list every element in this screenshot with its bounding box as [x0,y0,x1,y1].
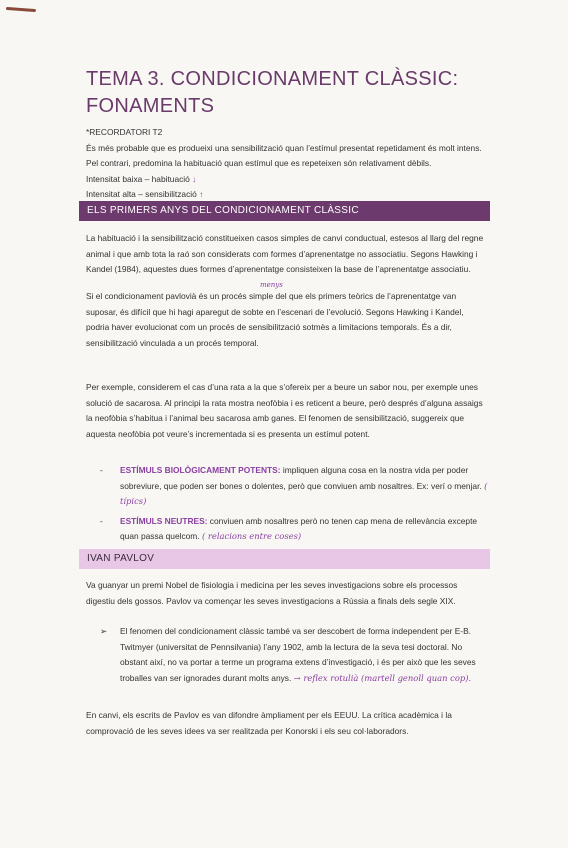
list-item-text: El fenomen del condicionament clàssic també va ser descobert de forma independent per E-B. Twitmyer (universitat de Pennsilvania) l’any 1902, amb la lectura de la seva tesi doctoral. No obstant així, no va portar a terme un programa extens d’investigació, i és per això que les seves troballes van ser ignorades durant molts anys. [120,626,476,683]
handwritten-note: ( típics) [120,480,488,506]
bullet-marker: - [100,465,103,475]
list-item [100,463,488,510]
list-item-body [120,463,488,510]
list-item-body [120,624,488,686]
title-line-1: TEMA 3. CONDICIONAMENT CLÀSSIC: [86,68,459,90]
annotation-menys: menys [260,281,283,289]
list-item-body [120,514,488,545]
section1-paragraph-1 [86,231,488,278]
handwritten-note: → reflex rotulià (martell genoll quan cop). [293,672,472,683]
arrow-down-icon: ↓ [192,173,197,184]
section2-p2-text: En canvi, els escrits de Pavlov es van difondre àmpliament per els EEUU. La crítica acadèmica i la comprovació de les seves idees va ser realitzada per Konorski i els seu col·laboradors. [86,710,452,736]
list-item-strong: ESTÍMULS NEUTRES: [120,515,208,526]
recordatori-paragraph: És més probable que es produeixi una sensibilització quan l’estímul presentat repetidament és molt intens. Pel contrari, predomina la habituació quan estímul que es repeteixen són relativament dèbils. [86,142,482,168]
section2-paragraph-1 [86,578,488,609]
list-item-text: impliquen alguna cosa en la nostra vida per poder sobreviure, que poden ser bones o dolentes, però que conviuen amb nosaltres. Ex: verí o menjar. [120,465,482,491]
section1-paragraph-3 [86,380,488,442]
bullet-marker: - [100,515,103,526]
page-title [86,66,526,120]
arrow-up-icon: ↑ [199,189,204,199]
section2-paragraph-2 [86,708,488,739]
section-heading-primers-anys: ELS PRIMERS ANYS DEL CONDICIONAMENT CLÀSSIC [79,201,490,221]
title-line-2: FONAMENTS [86,95,215,117]
pavlov-list [100,624,488,690]
section1-p3-text: Per exemple, considerem el cas d’una rata a la que s’ofereix per a beure un sabor nou, per exemple unes solució de sacarosa. Al principi la rata mostra neofòbia i es reticent a beure, però després d’alguna assaigs la neofòbia s’habitua i l’animal beu sacarosa amb ganes. El fenomen de sensibilització, suggereix que aquesta neofòbia pot veure’s incrementada si es presenta un estímul potent. [86,382,483,439]
intensitat-alta-text: Intensitat alta – sensibilització [86,189,197,199]
stimulus-list [100,463,488,549]
section1-p2-text: Si el condicionament pavlovià és un procés simple del que els primers teòrics de l’aprenentatge van suposar, és difícil que hi hagi aparegut de sobte en l’escenari de l’evolució. Segons Hawking i Kandel, podria haver evolucionat com un procés de sensibilització sotmès a limitacions temporals. És a dir, sensibilització vinculada a un procés temporal. [86,291,464,348]
list-item-text: conviuen amb nosaltres però no tenen cap mena de rellevància excepte quan passa quelcom. [120,515,478,541]
section1-p1-text: La habituació i la sensibilització constitueixen casos simples de canvi conductual, estesos al llarg del regne animal i que amb tota la raó son considerats com formes d’aprenentatge no associatiu. Segons Hawking i Kandel (1984), aquestes dues formes d’aprenentatge consisteixen la base de l’aprenentatge associatiu. [86,233,484,274]
list-item [100,624,488,686]
handwritten-note: ( relacions entre coses) [201,531,302,541]
section-heading-ivan-pavlov: IVAN PAVLOV [79,549,490,569]
list-item-strong: ESTÍMULS BIOLÒGICAMENT POTENTS: [120,465,281,475]
section2-p1-text: Va guanyar un premi Nobel de fisiologia i medicina per les seves investigacions sobre els processos digestiu dels gossos. Pavlov va començar les seves investigacions a Rússia a finals dels segle XIX. [86,580,458,606]
section1-paragraph-2 [86,281,488,351]
recordatori-label: *RECORDATORI T2 [86,127,163,137]
intensitat-baixa-text: Intensitat baixa – habituació [86,173,190,184]
bullet-marker: ➢ [100,626,108,636]
intensitat-baixa-line [86,172,488,188]
recordatori-block [86,125,488,203]
pen-mark [6,7,36,12]
list-item [100,514,488,545]
